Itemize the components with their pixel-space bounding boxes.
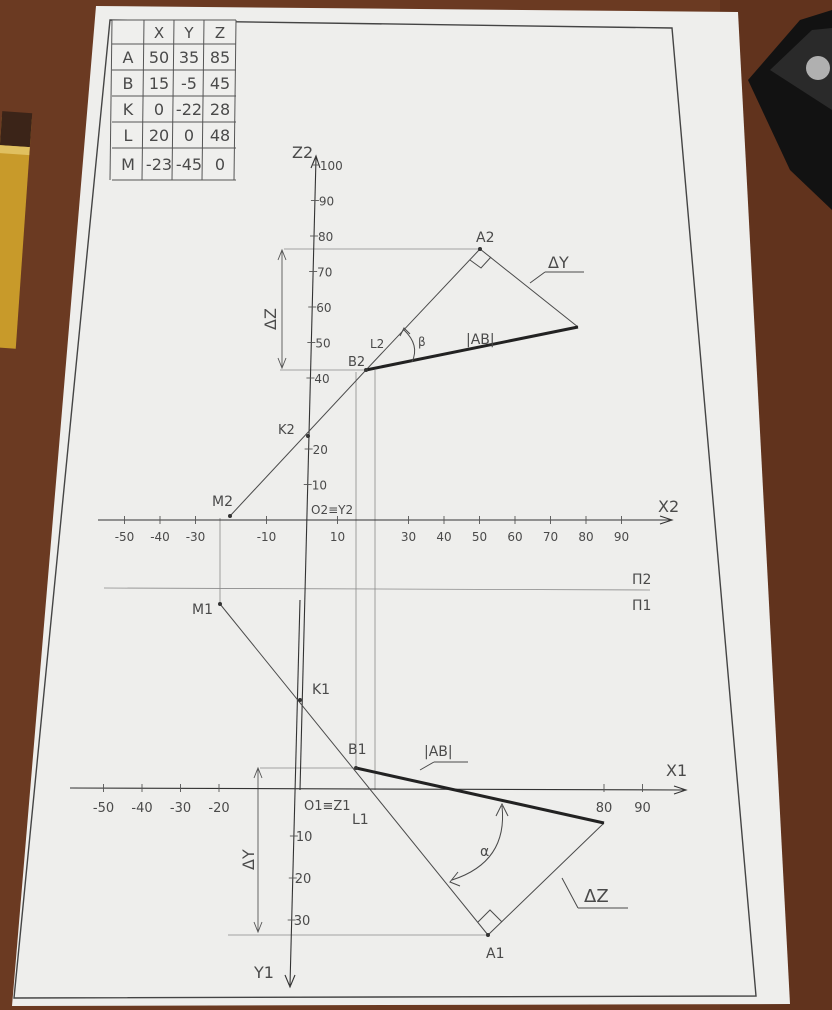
x1-tick-label: 90 — [634, 801, 651, 816]
z-tick-label: 10 — [311, 478, 328, 493]
x2-tick-label: 30 — [400, 530, 417, 544]
origin2-label: O2≡Y2 — [311, 503, 354, 517]
z-tick-label: 20 — [312, 443, 328, 457]
x2-tick-label: 80 — [578, 530, 594, 544]
x1-tick-label: 80 — [595, 801, 613, 816]
b2-label: B2 — [348, 355, 366, 370]
table-header-cell: X — [153, 24, 165, 42]
table-cell: 85 — [209, 48, 231, 67]
table-cell: 0 — [153, 100, 165, 119]
coordinates-table — [110, 20, 236, 180]
k2-label: K2 — [278, 423, 295, 438]
x2-tick-label: 90 — [613, 530, 630, 544]
table-cell: M — [121, 155, 135, 174]
y1-tick-label: 10 — [295, 830, 313, 845]
x2-tick-label: -30 — [185, 530, 206, 544]
y1-tick-label: 20 — [294, 872, 312, 887]
table-cell: A — [122, 48, 134, 67]
table-cell: 0 — [214, 155, 226, 174]
table-cell: 15 — [148, 74, 170, 93]
x2-tick-label: -40 — [150, 530, 170, 544]
x2-tick-label: -50 — [114, 530, 135, 544]
table-cell: -5 — [181, 74, 197, 93]
table-cell: 50 — [148, 48, 170, 67]
x1-tick-label: -40 — [131, 801, 153, 816]
ab-true-length-lower: |AB| — [424, 744, 453, 760]
delta-z-upper: ΔZ — [261, 308, 280, 330]
delta-z-lower: ΔZ — [584, 886, 609, 907]
m1-label: M1 — [192, 602, 213, 618]
table-cell: 45 — [209, 74, 231, 93]
z-tick-label: 80 — [318, 230, 334, 244]
table-cell: -23 — [145, 155, 173, 174]
z-tick-label: 100 — [319, 159, 343, 173]
table-cell: -22 — [175, 100, 203, 119]
x1-tick-label: -30 — [169, 801, 192, 816]
table-header-cell: Y — [184, 24, 194, 42]
table-cell: 28 — [209, 100, 231, 119]
z-tick-label: 40 — [314, 372, 330, 386]
table-header-cell: Z — [214, 24, 226, 42]
x2-tick-label: 70 — [542, 530, 559, 544]
x2-tick-label: 40 — [436, 530, 452, 544]
x2-tick-label: 10 — [329, 530, 346, 544]
y1-tick-label: 30 — [293, 914, 311, 929]
delta-y-upper: ΔY — [548, 253, 569, 272]
z-tick-label: 90 — [318, 194, 335, 209]
y1-tick-labels — [294, 830, 313, 929]
x2-tick-label: -10 — [256, 530, 277, 544]
alpha-angle: α — [480, 844, 490, 860]
x2-label: X2 — [658, 497, 680, 516]
table-cell: -45 — [175, 155, 203, 174]
delta-y-lower: ΔY — [239, 849, 258, 870]
x2-tick-label: 50 — [471, 530, 488, 544]
b1-label: B1 — [348, 742, 367, 758]
table-cell: K — [122, 100, 134, 119]
l2-label: L2 — [370, 337, 385, 351]
m2-label: M2 — [212, 494, 233, 510]
x1-label: X1 — [666, 761, 688, 780]
x1-tick-label: -50 — [92, 801, 115, 816]
table-cell: L — [123, 126, 133, 145]
table-cell: 0 — [183, 126, 195, 145]
beta-angle: β — [418, 335, 426, 349]
pi2-label: П2 — [632, 572, 652, 588]
y1-label: Y1 — [254, 963, 274, 982]
z-tick-label: 60 — [316, 301, 332, 315]
x2-tick-label: 60 — [507, 530, 523, 544]
table-cell: B — [122, 74, 134, 93]
ab-true-length-upper: |AB| — [466, 332, 495, 348]
origin1-label: O1≡Z1 — [304, 799, 351, 814]
z2-label: Z2 — [292, 143, 314, 162]
pi1-label: П1 — [632, 598, 652, 614]
k1-label: K1 — [312, 682, 331, 698]
z-tick-label: 70 — [317, 265, 333, 280]
table-cell: 35 — [178, 48, 200, 67]
z-tick-label: 50 — [315, 336, 331, 351]
table-cell: 20 — [148, 126, 170, 145]
x1-tick-label: -20 — [208, 801, 230, 816]
table-cell: 48 — [209, 126, 231, 145]
a2-label: A2 — [476, 230, 495, 246]
a1-label: A1 — [486, 946, 505, 962]
l1-label: L1 — [352, 812, 369, 828]
